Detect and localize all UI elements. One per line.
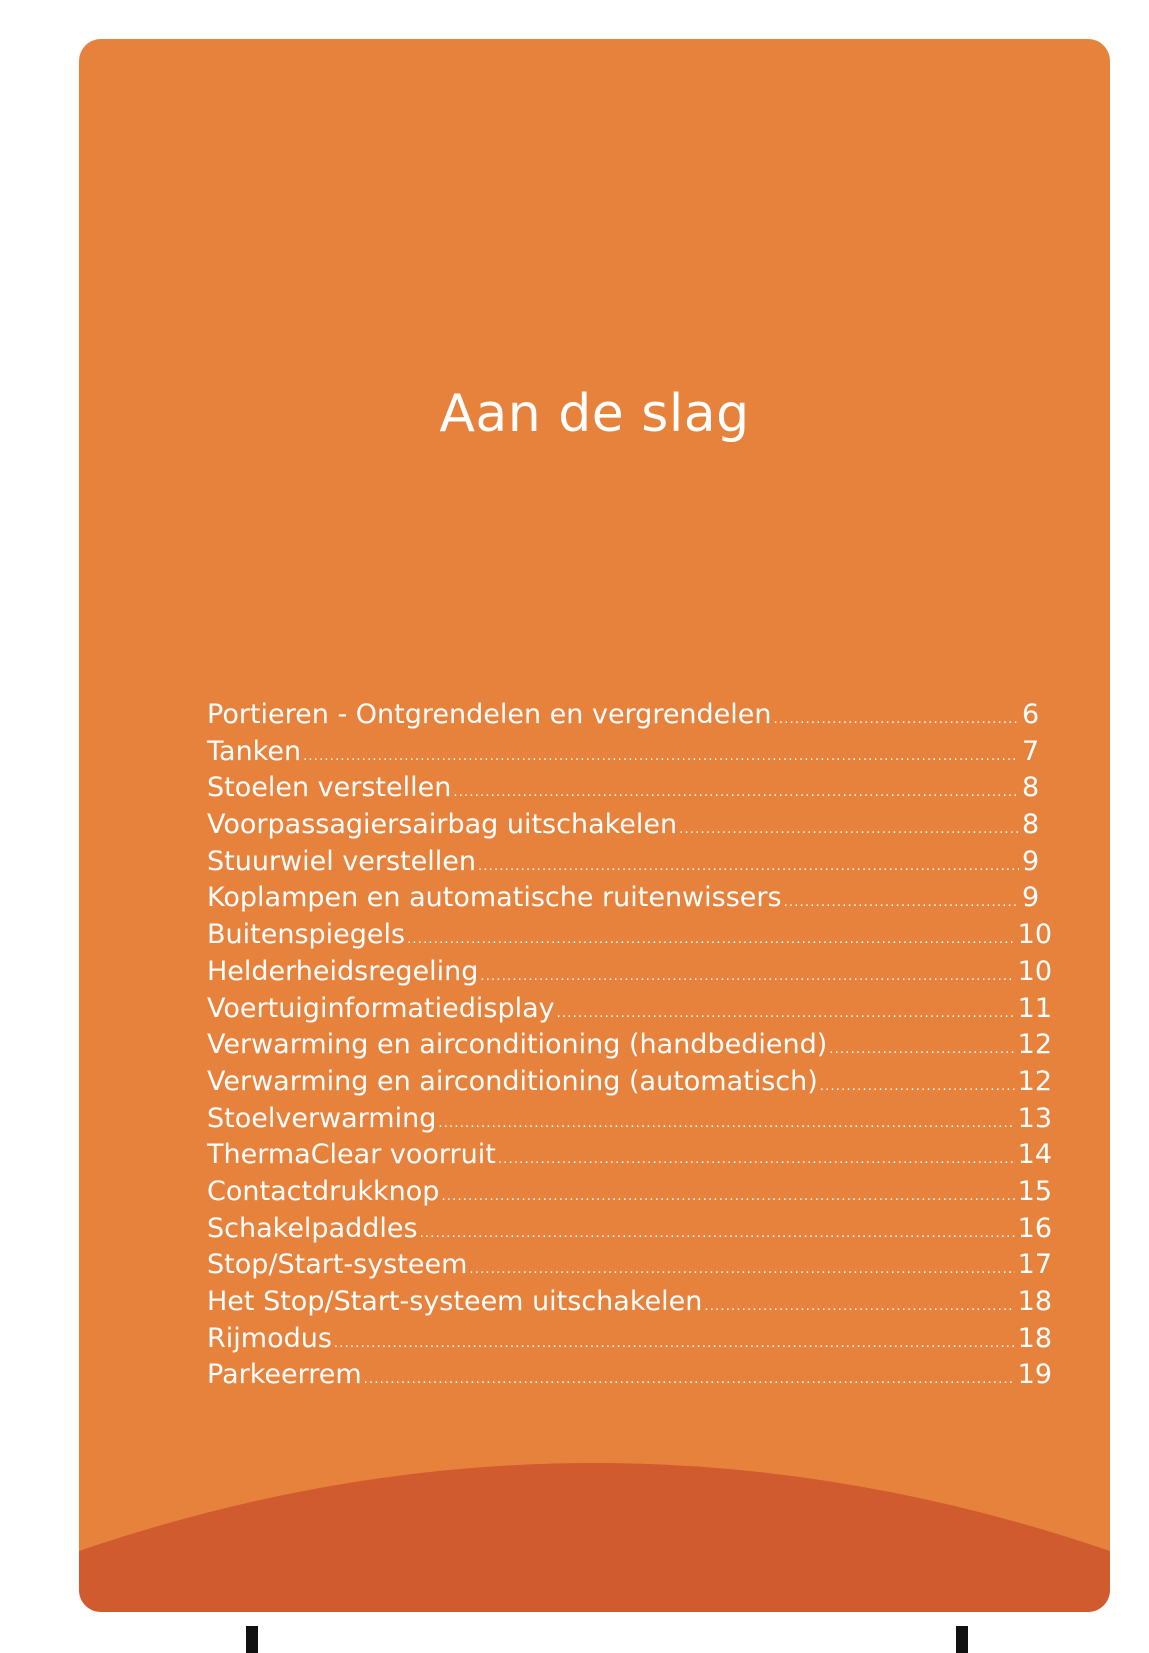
toc-leader-dots [704, 1300, 1014, 1313]
toc-leader-dots [303, 750, 1019, 763]
toc-entry[interactable] [207, 1174, 1052, 1211]
toc-leader-dots [453, 786, 1019, 799]
toc-entry-page-number: 9 [1022, 845, 1040, 877]
toc-entry-title: Verwarming en airconditioning (automatisch) [207, 1065, 818, 1097]
toc-entry[interactable] [207, 734, 1052, 771]
toc-entry[interactable] [207, 1101, 1052, 1138]
toc-entry-page-number: 8 [1022, 772, 1040, 804]
toc-entry-page-number: 9 [1022, 882, 1040, 914]
toc-entry[interactable] [207, 1064, 1052, 1101]
toc-entry-title: Parkeerrem [207, 1359, 362, 1391]
toc-leader-dots [679, 823, 1019, 836]
spine-mark-right [956, 1626, 968, 1653]
toc-entry-title: ThermaClear voorruit [207, 1139, 496, 1171]
toc-leader-dots [480, 970, 1014, 983]
toc-entry-title: Tanken [207, 735, 302, 767]
spine-mark-left [246, 1626, 258, 1653]
toc-entry-page-number: 7 [1022, 735, 1040, 767]
toc-entry[interactable] [207, 991, 1052, 1028]
toc-leader-dots [438, 1117, 1014, 1130]
toc-entry-page-number: 14 [1017, 1139, 1052, 1171]
toc-entry-title: Rijmodus [207, 1322, 332, 1354]
table-of-contents [207, 697, 1052, 1394]
toc-entry[interactable] [207, 1247, 1052, 1284]
toc-leader-dots [820, 1080, 1015, 1093]
toc-leader-dots [784, 896, 1019, 909]
toc-entry-title: Schakelpaddles [207, 1212, 418, 1244]
toc-entry[interactable] [207, 844, 1052, 881]
toc-entry-title: Het Stop/Start-systeem uitschakelen [207, 1286, 703, 1317]
toc-leader-dots [334, 1337, 1015, 1350]
toc-entry-title: Stoelen verstellen [207, 772, 452, 804]
toc-entry-page-number: 11 [1017, 992, 1052, 1024]
toc-entry-page-number: 18 [1017, 1286, 1052, 1317]
toc-entry-title: Portieren - Ontgrendelen en vergrendelen [207, 699, 772, 730]
toc-entry-page-number: 13 [1017, 1102, 1052, 1134]
toc-entry-page-number: 15 [1017, 1175, 1052, 1207]
toc-entry[interactable] [207, 807, 1052, 844]
toc-entry-page-number: 10 [1017, 919, 1052, 951]
chapter-card [79, 39, 1110, 1612]
toc-leader-dots [478, 860, 1019, 873]
toc-entry-title: Stuurwiel verstellen [207, 845, 477, 877]
toc-entry-page-number: 6 [1022, 699, 1040, 730]
toc-entry-title: Helderheidsregeling [207, 955, 479, 987]
toc-entry[interactable] [207, 697, 1052, 734]
toc-leader-dots [557, 1007, 1015, 1020]
toc-entry-page-number: 10 [1017, 955, 1052, 987]
toc-leader-dots [407, 933, 1015, 946]
toc-entry-page-number: 18 [1017, 1322, 1052, 1354]
toc-entry-title: Verwarming en airconditioning (handbediend) [207, 1029, 828, 1061]
toc-entry-title: Buitenspiegels [207, 919, 406, 951]
toc-entry-title: Stoelverwarming [207, 1102, 437, 1134]
toc-entry[interactable] [207, 1027, 1052, 1064]
toc-entry-page-number: 17 [1017, 1249, 1052, 1281]
toc-entry[interactable] [207, 1321, 1052, 1358]
toc-entry[interactable] [207, 954, 1052, 991]
toc-entry-title: Koplampen en automatische ruitenwissers [207, 882, 782, 914]
toc-leader-dots [829, 1043, 1014, 1056]
toc-entry[interactable] [207, 1211, 1052, 1248]
toc-entry-page-number: 12 [1017, 1065, 1052, 1097]
toc-leader-dots [364, 1373, 1015, 1386]
toc-entry-title: Stop/Start-systeem [207, 1249, 468, 1281]
toc-entry[interactable] [207, 1284, 1052, 1321]
toc-leader-dots [774, 713, 1019, 726]
toc-entry-title: Contactdrukknop [207, 1175, 440, 1207]
toc-entry[interactable] [207, 880, 1052, 917]
toc-entry-page-number: 19 [1017, 1359, 1052, 1391]
toc-leader-dots [498, 1153, 1015, 1166]
toc-leader-dots [420, 1227, 1015, 1240]
toc-entry-title: Voertuiginformatiedisplay [207, 992, 555, 1024]
toc-entry-title: Voorpassagiersairbag uitschakelen [207, 809, 678, 841]
toc-leader-dots [441, 1190, 1014, 1203]
toc-entry-page-number: 12 [1017, 1029, 1052, 1061]
toc-leader-dots [469, 1263, 1014, 1276]
toc-entry-page-number: 8 [1022, 809, 1040, 841]
toc-entry[interactable] [207, 917, 1052, 954]
toc-entry[interactable] [207, 770, 1052, 807]
chapter-title: Aan de slag [439, 384, 750, 444]
toc-entry[interactable] [207, 1357, 1052, 1394]
toc-entry[interactable] [207, 1137, 1052, 1174]
toc-entry-page-number: 16 [1017, 1212, 1052, 1244]
